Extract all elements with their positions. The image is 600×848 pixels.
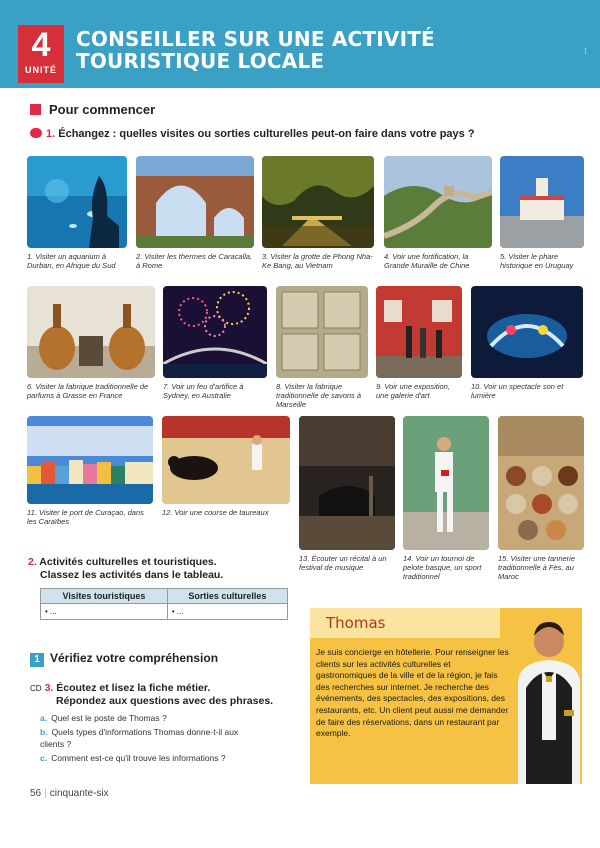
list-item <box>40 726 260 750</box>
photo-caption-14: 14. Voir un tournoi de pelote basque, un sport traditionnel <box>403 554 482 581</box>
photo-curacao <box>27 416 153 504</box>
item-letter: b. <box>40 727 48 737</box>
photo-son-lumiere <box>471 286 583 378</box>
audio-icon: CD <box>30 684 42 693</box>
question-1-number: 1. <box>46 128 56 140</box>
table-cell-sorties: • ... <box>167 604 287 620</box>
photo-caption-6: 6. Visiter la fabrique traditionnelle de parfums à Grasse en France <box>27 382 149 400</box>
verify-title: Vérifiez votre compréhension <box>50 651 219 665</box>
unit-title-line2: TOURISTIQUE LOCALE <box>76 49 325 73</box>
page-footer <box>30 788 109 799</box>
concierge-photo <box>508 614 590 784</box>
photo-grande-muraille <box>384 156 492 248</box>
photo-caption-2: 2. Visiter les thermes de Caracalla, à Rome <box>136 252 253 270</box>
photo-tannerie <box>498 416 584 550</box>
activity-2 <box>28 556 223 582</box>
item-text: Quels types d'informations Thomas donne-t-il aux clients ? <box>40 727 239 749</box>
photo-parfums <box>27 286 155 378</box>
job-card-name: Thomas <box>326 614 386 632</box>
corner-mark: ⁝ <box>584 46 587 56</box>
question-3-line1: Écoutez et lisez la fiche métier. <box>56 682 211 694</box>
section-title-start <box>30 102 155 117</box>
photo-caption-3: 3. Visiter la grotte de Phong Nha-Ke Bang, au Vietnam <box>262 252 373 270</box>
item-letter: a. <box>40 713 48 723</box>
question-1-text: Échangez : quelles visites ou sorties culturelles peut-on faire dans votre pays ? <box>58 128 475 140</box>
unit-badge <box>18 25 64 83</box>
photo-aquarium <box>27 156 127 248</box>
list-item <box>40 712 260 724</box>
photo-pelote-basque <box>403 416 489 550</box>
page-number-words: cinquante-six <box>49 788 109 799</box>
table-header-visites: Visites touristiques <box>41 589 168 604</box>
speech-bubble-icon <box>30 128 42 138</box>
verify-section-title <box>30 651 218 667</box>
photo-caption-15: 15. Visiter une tannerie traditionnelle à Fès, au Maroc <box>498 554 575 581</box>
question-3-number: 3. <box>44 682 54 694</box>
photo-recital <box>299 416 395 550</box>
photo-phare <box>500 156 584 248</box>
question-1 <box>30 128 475 140</box>
question-3-list <box>40 712 260 766</box>
photo-caption-8: 8. Visiter la fabrique traditionnelle de savons à Marseille <box>276 382 362 409</box>
photo-savons <box>276 286 368 378</box>
table-cell-visites: • ... <box>41 604 168 620</box>
unit-title <box>76 28 435 72</box>
photo-course-taureaux <box>162 416 290 504</box>
activity-2-line2: Classez les activités dans le tableau. <box>40 569 224 581</box>
verify-number: 1 <box>30 653 44 667</box>
photo-caption-7: 7. Voir un feu d'artifice à Sydney, en Australie <box>163 382 244 400</box>
list-item <box>40 752 260 764</box>
unit-label: UNITÉ <box>25 65 57 75</box>
section-title-text: Pour commencer <box>49 102 156 117</box>
photo-grotte <box>262 156 374 248</box>
photo-feu-artifice <box>163 286 267 378</box>
question-3-line2: Répondez aux questions avec des phrases. <box>56 695 274 707</box>
photo-caption-9: 9. Voir une exposition, une galerie d'art <box>376 382 450 400</box>
photo-thermes <box>136 156 254 248</box>
photo-caption-12: 12. Voir une course de taureaux <box>162 508 269 517</box>
photo-galerie <box>376 286 462 378</box>
activities-table <box>40 588 288 620</box>
footer-separator: | <box>44 788 47 799</box>
photo-caption-5: 5. Visiter le phare historique en Uruguay <box>500 252 574 270</box>
photo-caption-1: 1. Visiter un aquarium à Durban, en Afrique du Sud <box>27 252 116 270</box>
job-card-text: Je suis concierge en hôtellerie. Pour renseigner les clients sur les activités culturelles et gastronomiques de la ville et de la région, je fais des recherches sur internet. Je recherche des événements, des spectacles, des expositions, des restaurants, etc. Un client peut aussi me demander de faire des réservations, dans un restaurant par exemple. <box>316 647 509 739</box>
activity-2-number: 2. <box>28 556 37 568</box>
unit-title-line1: CONSEILLER SUR UNE ACTIVITÉ <box>76 27 435 51</box>
section-square-icon <box>30 104 41 115</box>
photo-caption-13: 13. Écouter un récital à un festival de musique <box>299 554 387 572</box>
photo-caption-10: 10. Voir un spectacle son et lumière <box>471 382 564 400</box>
photo-caption-4: 4. Voir une fortification, la Grande Muraille de Chine <box>384 252 470 270</box>
activity-2-line1: Activités culturelles et touristiques. <box>39 556 217 568</box>
item-letter: c. <box>40 753 48 763</box>
table-header-sorties: Sorties culturelles <box>167 589 287 604</box>
question-3 <box>30 682 273 708</box>
photo-caption-11: 11. Visiter le port de Curaçao, dans les Caraïbes <box>27 508 144 526</box>
page-number: 56 <box>30 788 42 799</box>
item-text: Quel est le poste de Thomas ? <box>51 713 167 723</box>
unit-number: 4 <box>31 26 51 64</box>
item-text: Comment est-ce qu'il trouve les informations ? <box>51 753 226 763</box>
